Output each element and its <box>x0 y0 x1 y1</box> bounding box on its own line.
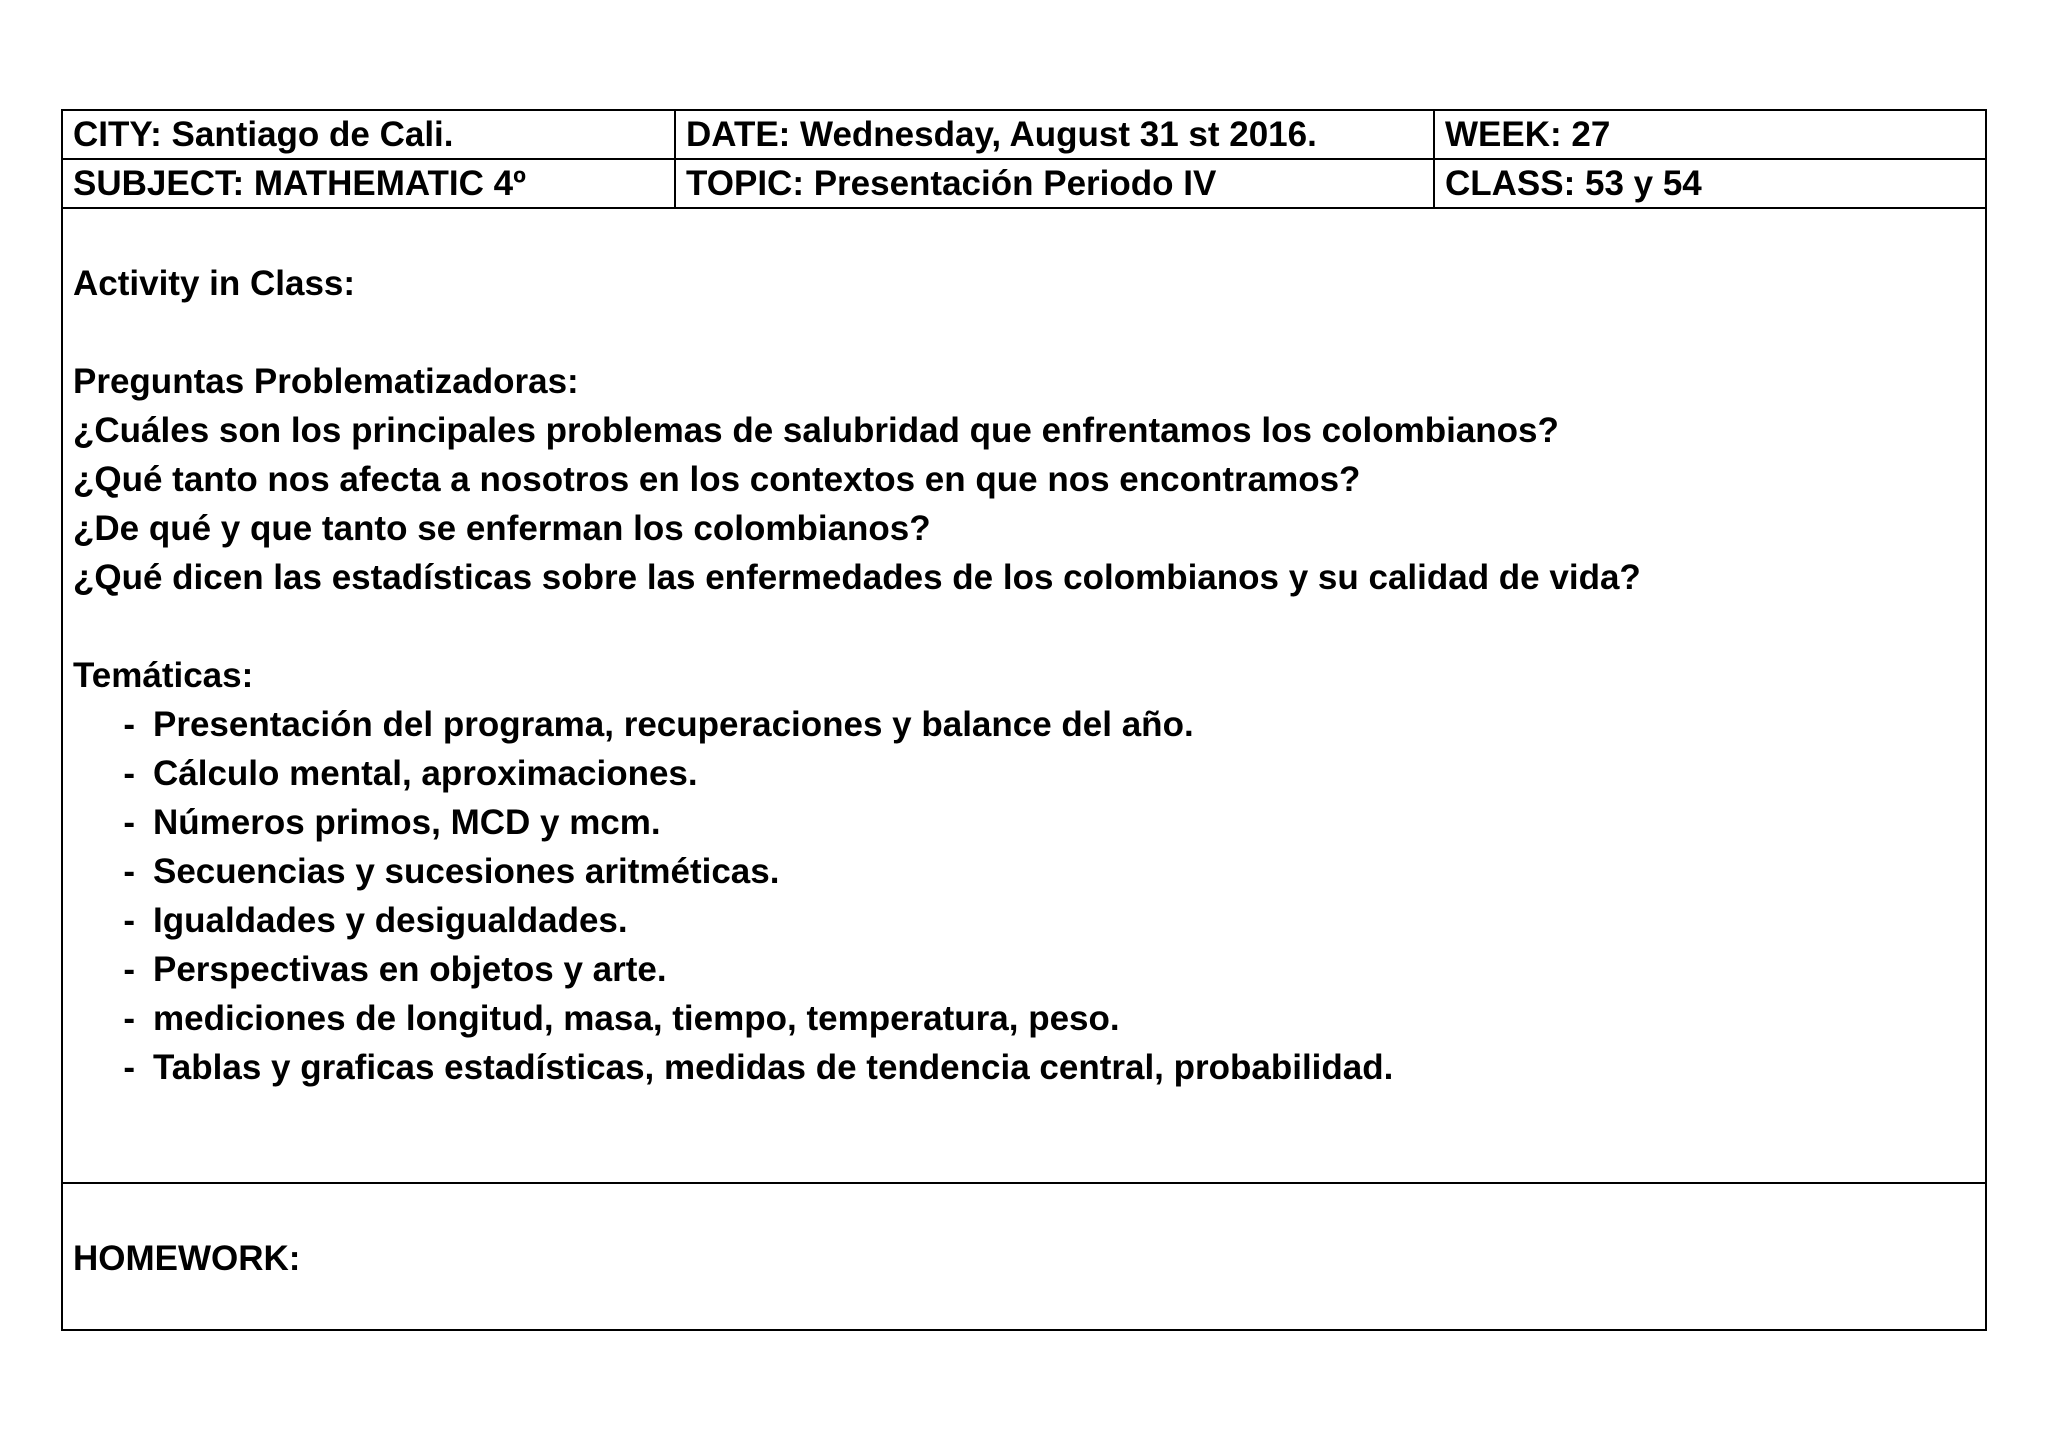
question-item: ¿Qué tanto nos afecta a nosotros en los contextos en que nos encontramos? <box>73 460 1361 499</box>
theme-text: Cálculo mental, aproximaciones. <box>153 754 698 793</box>
theme-item <box>73 1043 1975 1092</box>
themes-block <box>73 651 1975 1092</box>
question-item: ¿Qué dicen las estadísticas sobre las enfermedades de los colombianos y su calidad de vida? <box>73 558 1641 597</box>
questions-block <box>73 357 1975 602</box>
theme-text: Presentación del programa, recuperaciones y balance del año. <box>153 705 1194 744</box>
theme-item <box>73 700 1975 749</box>
activity-title: Activity in Class: <box>73 264 356 303</box>
questions-title: Preguntas Problematizadoras: <box>73 362 579 401</box>
subject-cell: SUBJECT: MATHEMATIC 4º <box>63 160 676 207</box>
homework-section <box>63 1184 1985 1329</box>
question-item: ¿Cuáles son los principales problemas de salubridad que enfrentamos los colombianos? <box>73 411 1559 450</box>
bullet-dash: - <box>123 901 135 940</box>
city-cell: CITY: Santiago de Cali. <box>63 111 676 158</box>
question-item: ¿De qué y que tanto se enferman los colombianos? <box>73 509 931 548</box>
theme-text: Perspectivas en objetos y arte. <box>153 950 667 989</box>
bullet-dash: - <box>123 754 135 793</box>
theme-item <box>73 945 1975 994</box>
activity-section <box>63 259 1985 1184</box>
bullet-dash: - <box>123 1048 135 1087</box>
theme-text: Tablas y graficas estadísticas, medidas de tendencia central, probabilidad. <box>153 1048 1394 1087</box>
date-cell: DATE: Wednesday, August 31 st 2016. <box>676 111 1435 158</box>
theme-item <box>73 994 1975 1043</box>
theme-item <box>73 847 1975 896</box>
header-row-1 <box>63 111 1985 160</box>
bullet-dash: - <box>123 852 135 891</box>
bullet-dash: - <box>123 803 135 842</box>
theme-text: Números primos, MCD y mcm. <box>153 803 661 842</box>
theme-item <box>73 896 1975 945</box>
header-row-2 <box>63 160 1985 209</box>
homework-title: HOMEWORK: <box>73 1239 301 1278</box>
class-plan-table <box>61 109 1987 1331</box>
topic-cell: TOPIC: Presentación Periodo IV <box>676 160 1435 207</box>
theme-item <box>73 749 1975 798</box>
bullet-dash: - <box>123 999 135 1038</box>
week-cell: WEEK: 27 <box>1445 115 1611 154</box>
themes-title: Temáticas: <box>73 656 254 695</box>
theme-list <box>73 700 1975 1092</box>
theme-text: mediciones de longitud, masa, tiempo, temperatura, peso. <box>153 999 1120 1038</box>
bullet-dash: - <box>123 705 135 744</box>
theme-text: Secuencias y sucesiones aritméticas. <box>153 852 780 891</box>
bullet-dash: - <box>123 950 135 989</box>
theme-item <box>73 798 1975 847</box>
class-cell: CLASS: 53 y 54 <box>1445 164 1702 203</box>
theme-text: Igualdades y desigualdades. <box>153 901 628 940</box>
